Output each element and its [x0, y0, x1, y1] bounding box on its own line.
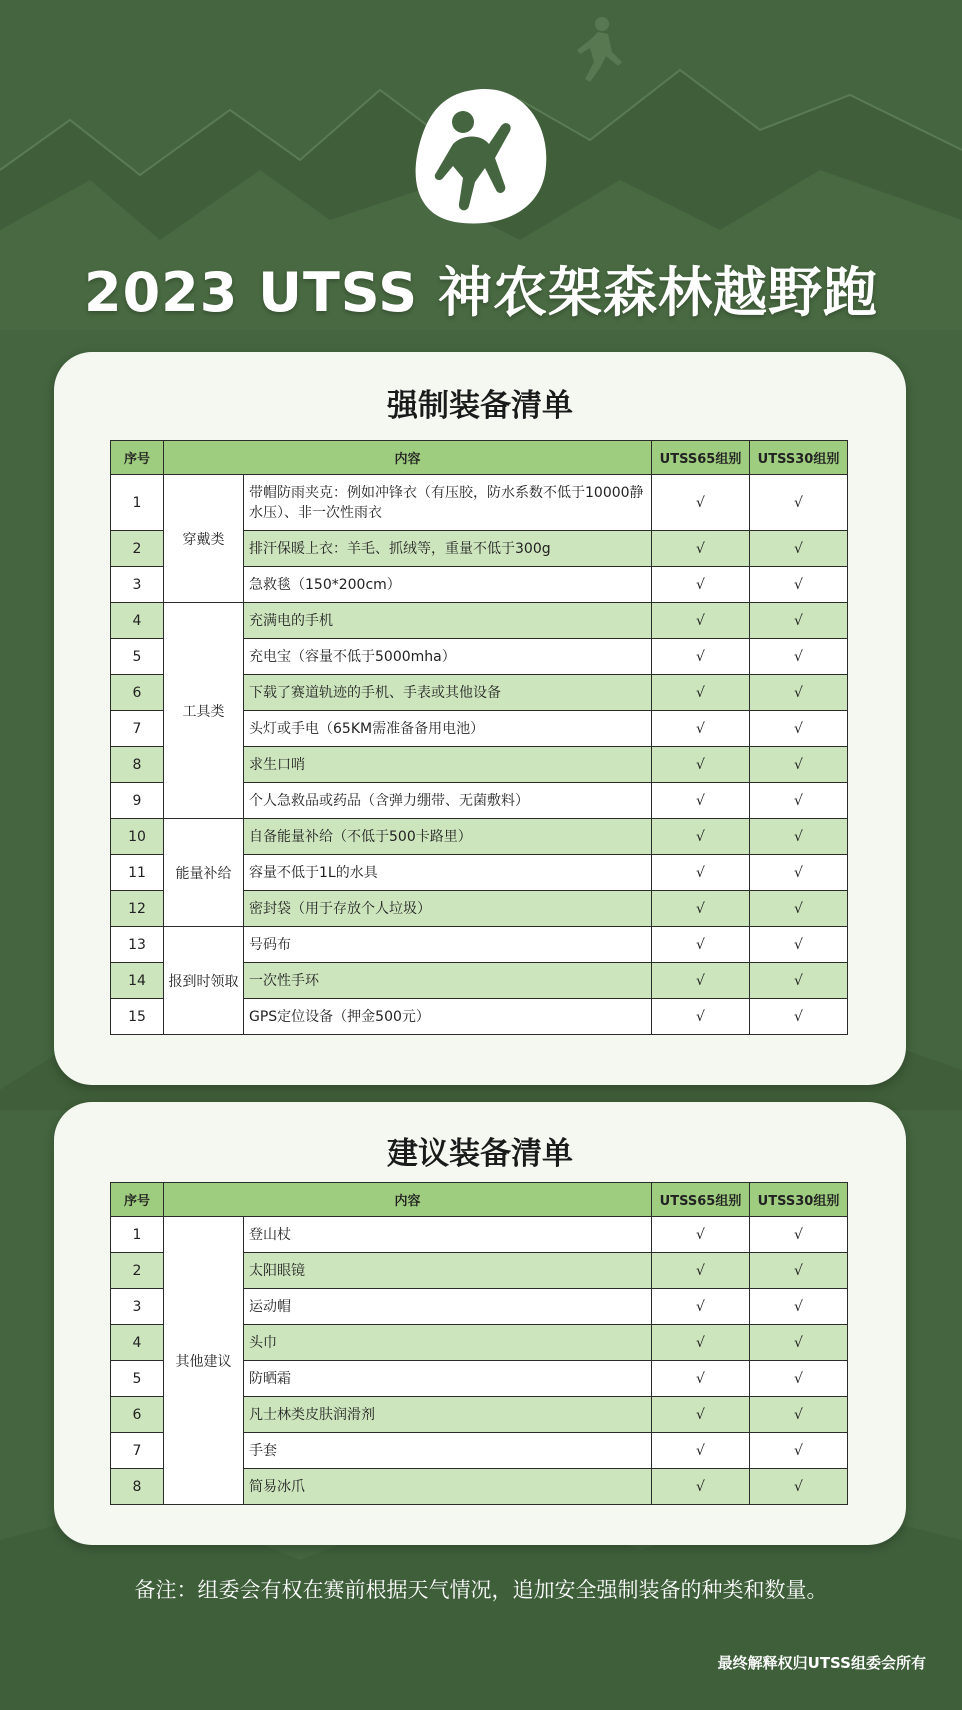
table-row [111, 603, 848, 639]
table-row [111, 927, 848, 963]
suggested-equipment-card [54, 1102, 906, 1545]
mandatory-equipment-card [54, 352, 906, 1085]
row-content: 凡士林类皮肤润滑剂 [244, 1397, 652, 1433]
row-content: 自备能量补给（不低于500卡路里） [244, 819, 652, 855]
runner-silhouette-icon [577, 17, 622, 82]
row-utss30-check: √ [750, 1433, 848, 1469]
row-number: 12 [111, 891, 164, 927]
row-number: 7 [111, 711, 164, 747]
row-utss65-check: √ [652, 891, 750, 927]
row-number: 4 [111, 603, 164, 639]
main-title: 2023 UTSS 神农架森林越野跑 [84, 261, 878, 324]
row-utss65-check: √ [652, 963, 750, 999]
row-utss30-check: √ [750, 711, 848, 747]
row-utss30-check: √ [750, 1361, 848, 1397]
row-utss65-check: √ [652, 639, 750, 675]
row-content: 一次性手环 [244, 963, 652, 999]
row-category: 报到时领取 [164, 927, 244, 1035]
row-utss65-check: √ [652, 927, 750, 963]
row-utss65-check: √ [652, 855, 750, 891]
row-number: 7 [111, 1433, 164, 1469]
row-utss30-check: √ [750, 1469, 848, 1505]
row-content: 求生口哨 [244, 747, 652, 783]
row-utss30-check: √ [750, 603, 848, 639]
row-content: 头巾 [244, 1325, 652, 1361]
row-utss30-check: √ [750, 475, 848, 531]
suggested-equipment-table [110, 1182, 848, 1505]
header-utss65: UTSS65组别 [652, 1183, 750, 1217]
row-utss30-check: √ [750, 1397, 848, 1433]
row-utss30-check: √ [750, 783, 848, 819]
row-utss30-check: √ [750, 639, 848, 675]
row-number: 8 [111, 1469, 164, 1505]
remark-note: 备注：组委会有权在赛前根据天气情况，追加安全强制装备的种类和数量。 [134, 1578, 828, 1602]
row-utss30-check: √ [750, 1325, 848, 1361]
row-content: 充满电的手机 [244, 603, 652, 639]
row-content: 登山杖 [244, 1217, 652, 1253]
row-utss30-check: √ [750, 891, 848, 927]
row-utss65-check: √ [652, 531, 750, 567]
row-utss30-check: √ [750, 1217, 848, 1253]
row-utss65-check: √ [652, 567, 750, 603]
row-number: 9 [111, 783, 164, 819]
row-number: 14 [111, 963, 164, 999]
header-index: 序号 [111, 441, 164, 475]
row-utss30-check: √ [750, 855, 848, 891]
row-utss65-check: √ [652, 1253, 750, 1289]
row-number: 2 [111, 531, 164, 567]
row-utss30-check: √ [750, 1289, 848, 1325]
row-number: 8 [111, 747, 164, 783]
row-utss65-check: √ [652, 1217, 750, 1253]
row-utss65-check: √ [652, 819, 750, 855]
row-number: 11 [111, 855, 164, 891]
row-utss65-check: √ [652, 999, 750, 1035]
row-number: 2 [111, 1253, 164, 1289]
table-header-row [111, 1183, 848, 1217]
row-utss65-check: √ [652, 675, 750, 711]
row-utss30-check: √ [750, 675, 848, 711]
table-header-row [111, 441, 848, 475]
row-utss30-check: √ [750, 927, 848, 963]
header-utss30: UTSS30组别 [750, 441, 848, 475]
mandatory-card-title: 强制装备清单 [387, 388, 573, 424]
row-content: 头灯或手电（65KM需准备备用电池） [244, 711, 652, 747]
header-content: 内容 [164, 441, 652, 475]
row-utss30-check: √ [750, 963, 848, 999]
row-category: 工具类 [164, 603, 244, 819]
header-index: 序号 [111, 1183, 164, 1217]
row-utss30-check: √ [750, 999, 848, 1035]
row-utss65-check: √ [652, 1289, 750, 1325]
header-utss30: UTSS30组别 [750, 1183, 848, 1217]
table-row [111, 1217, 848, 1253]
row-content: 手套 [244, 1433, 652, 1469]
row-number: 6 [111, 675, 164, 711]
row-content: 充电宝（容量不低于5000mha） [244, 639, 652, 675]
row-number: 5 [111, 1361, 164, 1397]
row-utss30-check: √ [750, 567, 848, 603]
mandatory-equipment-table [110, 440, 848, 1035]
row-utss30-check: √ [750, 1253, 848, 1289]
row-content: 排汗保暖上衣：羊毛、抓绒等，重量不低于300g [244, 531, 652, 567]
table-row [111, 475, 848, 531]
row-number: 4 [111, 1325, 164, 1361]
row-number: 5 [111, 639, 164, 675]
row-utss65-check: √ [652, 1469, 750, 1505]
runner-logo [413, 86, 549, 226]
row-number: 1 [111, 475, 164, 531]
row-utss65-check: √ [652, 711, 750, 747]
header-utss65: UTSS65组别 [652, 441, 750, 475]
row-number: 13 [111, 927, 164, 963]
row-category: 穿戴类 [164, 475, 244, 603]
row-content: GPS定位设备（押金500元） [244, 999, 652, 1035]
row-content: 简易冰爪 [244, 1469, 652, 1505]
row-content: 太阳眼镜 [244, 1253, 652, 1289]
row-number: 10 [111, 819, 164, 855]
row-number: 1 [111, 1217, 164, 1253]
row-content: 带帽防雨夹克：例如冲锋衣（有压胶，防水系数不低于10000静水压）、非一次性雨衣 [244, 475, 652, 531]
row-number: 15 [111, 999, 164, 1035]
row-number: 6 [111, 1397, 164, 1433]
row-utss65-check: √ [652, 1361, 750, 1397]
row-content: 急救毯（150*200cm） [244, 567, 652, 603]
suggested-card-title: 建议装备清单 [387, 1136, 573, 1172]
row-category: 其他建议 [164, 1217, 244, 1505]
row-number: 3 [111, 567, 164, 603]
row-utss65-check: √ [652, 603, 750, 639]
runner-icon [413, 86, 549, 226]
row-utss65-check: √ [652, 1433, 750, 1469]
row-content: 下载了赛道轨迹的手机、手表或其他设备 [244, 675, 652, 711]
row-utss65-check: √ [652, 1397, 750, 1433]
row-utss30-check: √ [750, 747, 848, 783]
row-content: 容量不低于1L的水具 [244, 855, 652, 891]
row-content: 密封袋（用于存放个人垃圾） [244, 891, 652, 927]
row-utss30-check: √ [750, 531, 848, 567]
table-row [111, 819, 848, 855]
header-content: 内容 [164, 1183, 652, 1217]
row-number: 3 [111, 1289, 164, 1325]
row-content: 运动帽 [244, 1289, 652, 1325]
row-utss65-check: √ [652, 747, 750, 783]
row-utss65-check: √ [652, 783, 750, 819]
row-utss65-check: √ [652, 1325, 750, 1361]
row-content: 防晒霜 [244, 1361, 652, 1397]
row-content: 个人急救品或药品（含弹力绷带、无菌敷料） [244, 783, 652, 819]
row-utss30-check: √ [750, 819, 848, 855]
row-utss65-check: √ [652, 475, 750, 531]
footer-rights: 最终解释权归UTSS组委会所有 [717, 1654, 926, 1672]
row-category: 能量补给 [164, 819, 244, 927]
row-content: 号码布 [244, 927, 652, 963]
